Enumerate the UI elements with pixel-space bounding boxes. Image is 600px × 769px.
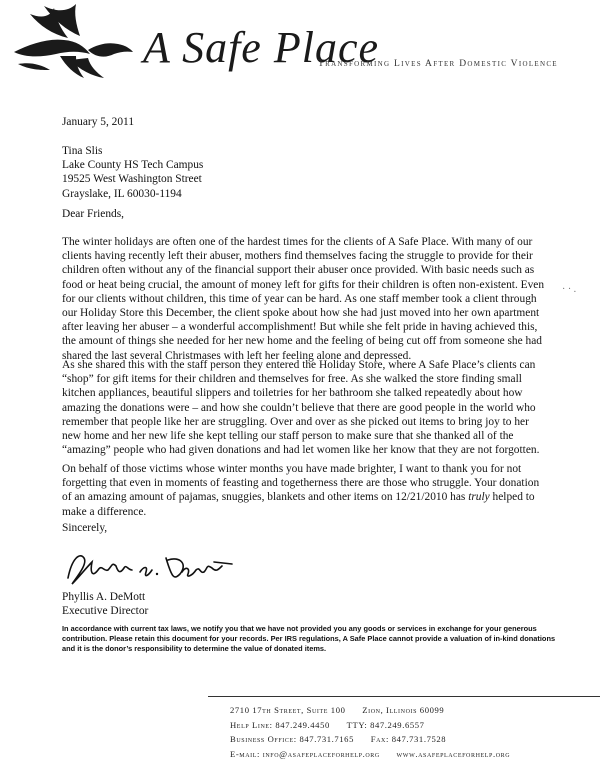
footer-fax: Fax: 847.731.7528 [370, 734, 447, 745]
recipient-organization: Lake County HS Tech Campus [62, 159, 204, 172]
footer-email[interactable]: E-mail: info@asafeplaceforhelp.org [230, 748, 380, 759]
footer-help-line: Help Line: 847.249.4450 [230, 719, 330, 730]
paragraph-3-emphasis: truly [468, 491, 490, 504]
recipient-name: Tina Slis [62, 145, 103, 157]
footer-row-web [230, 747, 510, 762]
paragraph-1-text: The winter holidays are often one of the hardest times for the clients of A Safe Place. With many of our clients having recently left their abuser, mothers find themselves facing the struggle to provide for their children often without any of the financial support their abuser once provided. With basic needs such as food or heat being crucial, the amount of money left for gifts for their children is often non-existent. Even for our clients without children, this time of year can be hard. As one staff member took a client through our Holiday Store this December, the client spoke about how she had just moved into her own apartment after leaving her abuser – a wonderful accomplishment! But while she felt pride in having achieved this, the amount of things she needed for her new home and the feeling of being cut off from someone she had shared the last several Christmases with left her feeling alone and depressed. [62, 236, 545, 362]
footer-street: 2710 17th Street, Suite 100 [230, 705, 346, 715]
tax-notice: In accordance with current tax laws, we notify you that we have not provided you any goods or services in exchange for your generous contribution. Please retain this document for your records. Per IRS regulations, A Safe Place cannot provide a valuation of in-kind donations and it is the donor’s responsibility to determine the value of donated items. [62, 624, 556, 653]
recipient-address [62, 144, 203, 201]
tagline: Transforming Lives After Domestic Violence [318, 59, 558, 69]
closing: Sincerely, [62, 522, 108, 534]
paragraph-3 [62, 462, 548, 519]
salutation: Dear Friends, [62, 208, 124, 220]
dove-logo-icon [10, 4, 135, 89]
letterhead [0, 0, 600, 95]
footer-row-phones [230, 718, 510, 733]
footer-divider [208, 696, 600, 697]
signature-icon [62, 548, 242, 588]
recipient-street: 19525 West Washington Street [62, 173, 202, 186]
signer-name: Phyllis A. DeMott [62, 591, 146, 603]
footer-row-address [230, 703, 510, 718]
letter-date: January 5, 2011 [62, 116, 135, 128]
signer-block [62, 590, 148, 618]
footer-city: Zion, Illinois 60099 [362, 705, 445, 715]
paragraph-3-text [62, 462, 548, 519]
scan-artifact: · · . [562, 284, 577, 295]
paragraph-3-end: helped to make a difference. [62, 491, 535, 518]
footer-business-office: Business Office: 847.731.7165 [230, 734, 354, 745]
paragraph-2 [62, 358, 548, 457]
recipient-city: Grayslake, IL 60030-1194 [62, 187, 182, 200]
signer-title: Executive Director [62, 605, 149, 618]
org-name: A Safe Place [143, 23, 379, 72]
footer-tty: TTY: 847.249.6557 [346, 719, 425, 730]
paragraph-1 [62, 235, 548, 363]
footer-row-office [230, 732, 510, 747]
footer-contact [230, 703, 510, 761]
paragraph-2-text: As she shared this with the staff person they entered the Holiday Store, where A Safe Place’s clients can “shop” for gift items for their children and themselves for free. As she walked the store finding small kitchen appliances, beautiful slippers and toiletries for her bathroom she talked repeatedly about how amazing the donations were – and how she couldn’t believe that there are good people in the world who remember that people like her are struggling. Over and over as she picked out items to bring joy to her new home and her new life she kept telling our staff person to make sure that she thanked all of the “amazing” people who had given donations and had let women like her know that they are not forgotten. [62, 359, 540, 457]
paragraph-3-start: On behalf of those victims whose winter months you have made brighter, I want to thank you for not forgetting that even in moments of feasting and togetherness there are those who struggle. Your donation of an amazing amount of pajamas, snuggies, blankets and other items on 12/21/2010 has [62, 463, 540, 504]
footer-website[interactable]: www.asafeplaceforhelp.org [396, 748, 511, 759]
